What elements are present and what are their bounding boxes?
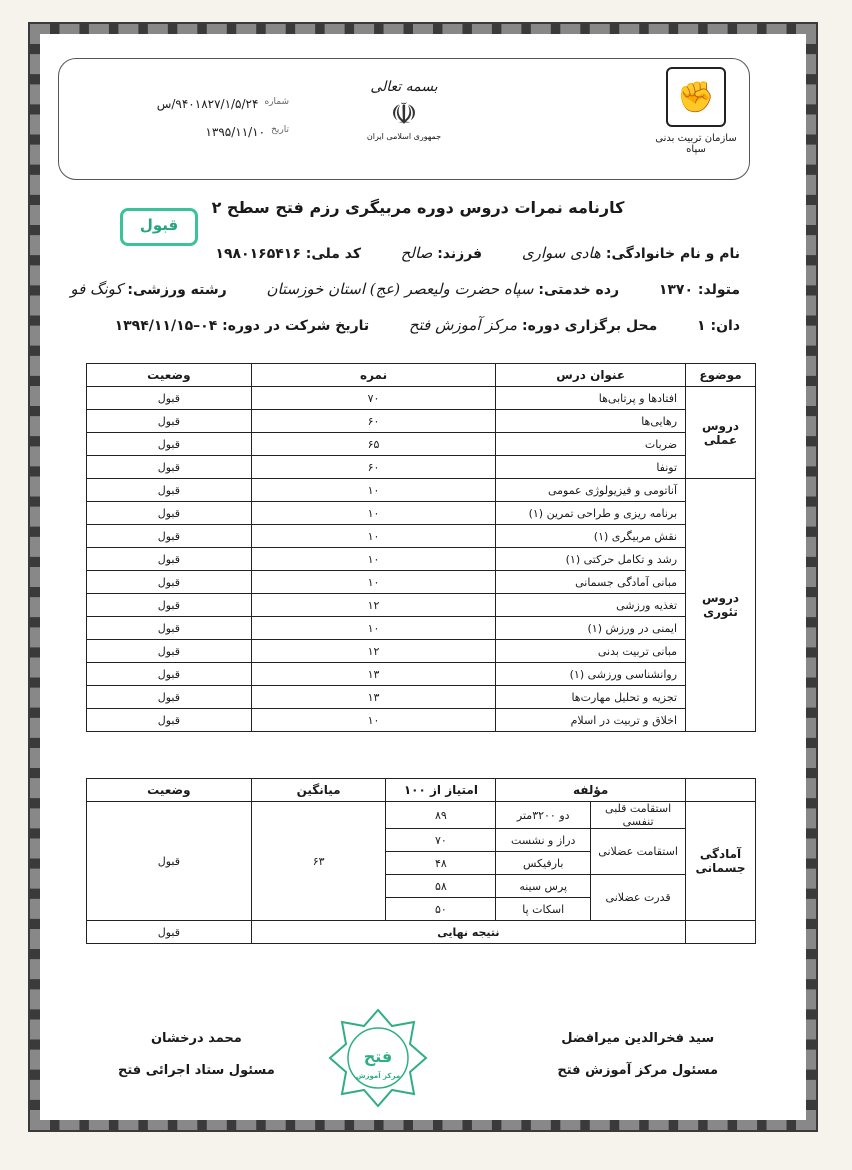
info-line-2 [70,280,740,298]
grade-cell: ۶۵ [251,433,496,456]
document-title: کارنامه نمرات دروس دوره مربیگری رزم فتح سطح ۲ [211,198,625,217]
fitness-test: دراز و نشست [496,829,591,852]
fitness-col-component: مؤلفه [496,779,686,802]
status-cell: قبول [87,709,252,732]
course-title: اخلاق و تربیت در اسلام [496,709,686,732]
grade-cell: ۱۲ [251,594,496,617]
sport-label: رشته ورزشی: [127,282,227,298]
course-title: رشد و تکامل حرکتی (۱) [496,548,686,571]
course-title: رهایی‌ها [496,410,686,433]
father-name: صالح [400,244,433,262]
table-row [87,410,756,433]
status-cell: قبول [87,640,252,663]
table-row [87,663,756,686]
status-cell: قبول [87,387,252,410]
signature-left [118,1023,275,1087]
fitness-score: ۴۸ [386,852,496,875]
issue-date: ۱۳۹۵/۱۱/۱۰ [205,125,266,139]
fitness-score: ۵۸ [386,875,496,898]
fitness-col-average: میانگین [251,779,386,802]
fitness-test: دو ۳۲۰۰متر [496,802,591,829]
left-signatory-title: مسئول ستاد اجرائی فتح [118,1063,275,1078]
fitness-score: ۵۰ [386,898,496,921]
status-cell: قبول [87,479,252,502]
course-date-label: تاریخ شرکت در دوره: [222,318,370,334]
status-cell: قبول [87,525,252,548]
fitness-col-blank [686,779,756,802]
grade-cell: ۶۰ [251,456,496,479]
sport-name: کونگ فو [70,280,123,298]
final-blank [686,921,756,944]
grade-cell: ۱۰ [251,709,496,732]
grade-cell: ۱۳ [251,686,496,709]
right-signatory-name: سید فخرالدین میرافضل [561,1031,715,1046]
fitness-component: استقامت قلبی تنفسی [591,802,686,829]
grades-table [86,363,756,732]
grade-cell: ۱۰ [251,502,496,525]
emblem-caption: جمهوری اسلامی ایران [366,132,442,141]
practical-group-label: دروس عملی [686,387,756,479]
fitness-col-status: وضعیت [87,779,252,802]
status-cell: قبول [87,502,252,525]
status-cell: قبول [87,456,252,479]
birth-label: متولد: [697,282,740,298]
iran-emblem-icon: ☫ [390,97,418,132]
course-title: آناتومی و فیزیولوژی عمومی [496,479,686,502]
course-title: افتادها و پرتابی‌ها [496,387,686,410]
fitness-header-row [87,779,756,802]
grade-cell: ۱۰ [251,548,496,571]
irgc-emblem-icon: ✊ [666,67,726,127]
table-row [87,709,756,732]
national-id-label: کد ملی: [305,246,361,262]
info-line-1 [215,244,740,262]
fitness-table [86,778,756,944]
signature-area [58,1013,778,1103]
table-header-row [87,364,756,387]
training-center-stamp [328,1008,428,1108]
dan-value: ۱ [697,318,706,334]
person-name: هادی سواری [521,244,601,262]
theory-group-label: دروس تئوری [686,479,756,732]
venue-label: محل برگزاری دوره: [521,318,658,334]
bismillah: بسمه تعالی [370,79,438,95]
birth-year: ۱۳۷۰ [658,282,694,298]
father-label: فرزند: [437,246,483,262]
iran-emblem [359,79,449,141]
final-result-label: نتیجه نهایی [251,921,685,944]
ref-number-label: شماره [264,97,289,107]
fitness-test: اسکات پا [496,898,591,921]
table-row [87,502,756,525]
table-row [87,479,756,502]
course-title: نقش مربیگری (۱) [496,525,686,548]
fitness-score: ۸۹ [386,802,496,829]
status-cell: قبول [87,548,252,571]
course-date: ۰۴–۱۳۹۴/۱۱/۱۵ [114,318,218,334]
course-title: برنامه ریزی و طراحی تمرین (۱) [496,502,686,525]
left-signatory-name: محمد درخشان [150,1031,242,1046]
fitness-score: ۷۰ [386,829,496,852]
col-grade: نمره [251,364,496,387]
final-result-status: قبول [87,921,252,944]
table-row [87,387,756,410]
letterhead [58,58,750,180]
org-name: سازمان تربیت بدنی سپاه [655,133,737,155]
certificate-content [58,58,792,1108]
grade-cell: ۱۳ [251,663,496,686]
date-label: تاریخ [271,125,289,135]
table-row [87,571,756,594]
table-row [87,640,756,663]
fitness-component: استقامت عضلانی [591,829,686,875]
stamp-text: فتح [363,1047,393,1066]
info-line-3 [115,316,740,334]
course-title: مبانی آمادگی جسمانی [496,571,686,594]
course-title: ضربات [496,433,686,456]
status-cell: قبول [87,433,252,456]
course-title: تونفا [496,456,686,479]
status-cell: قبول [87,571,252,594]
ref-number: ۹۴۰۱۸۲۷/۱/۵/۲۴/س [156,97,259,111]
org-logo [651,67,741,162]
name-label: نام و نام خانوادگی: [605,246,740,262]
venue: مرکز آموزش فتح [408,316,518,334]
status-cell: قبول [87,686,252,709]
table-row [87,525,756,548]
col-course-title: عنوان درس [496,364,686,387]
fitness-row [87,802,756,829]
col-status: وضعیت [87,364,252,387]
grade-cell: ۶۰ [251,410,496,433]
course-title: روانشناسی ورزشی (۱) [496,663,686,686]
table-row [87,433,756,456]
table-row [87,548,756,571]
course-title: تغذیه ورزشی [496,594,686,617]
table-row [87,594,756,617]
grade-cell: ۱۰ [251,571,496,594]
fitness-group-label: آمادگی جسمانی [686,802,756,921]
grade-cell: ۱۰ [251,525,496,548]
status-cell: قبول [87,663,252,686]
status-cell: قبول [87,594,252,617]
reference-block [89,97,289,153]
course-title: تجزیه و تحلیل مهارت‌ها [496,686,686,709]
fitness-test: بارفیکس [496,852,591,875]
grade-cell: ۱۰ [251,479,496,502]
status-cell: قبول [87,617,252,640]
service-unit: سپاه حضرت ولیعصر (عج) استان خوزستان [266,280,534,298]
dan-label: دان: [710,318,740,334]
right-signatory-title: مسئول مرکز آموزش فتح [557,1063,718,1078]
status-cell: قبول [87,410,252,433]
grade-cell: ۱۰ [251,617,496,640]
fitness-status: قبول [87,802,252,921]
table-row [87,617,756,640]
grade-cell: ۱۲ [251,640,496,663]
fitness-average: ۶۳ [251,802,386,921]
fitness-col-score: امتیاز از ۱۰۰ [386,779,496,802]
fitness-test: پرس سینه [496,875,591,898]
signature-right [557,1023,718,1087]
table-row [87,456,756,479]
final-result-row [87,921,756,944]
course-title: ایمنی در ورزش (۱) [496,617,686,640]
national-id: ۱۹۸۰۱۶۵۴۱۶ [215,246,301,262]
pass-stamp: قبول [120,208,198,246]
service-label: رده خدمتی: [538,282,620,298]
stamp-caption: مرکز آموزش [355,1072,401,1080]
table-row [87,686,756,709]
col-subject: موضوع [686,364,756,387]
grade-cell: ۷۰ [251,387,496,410]
course-title: مبانی تربیت بدنی [496,640,686,663]
fitness-component: قدرت عضلانی [591,875,686,921]
